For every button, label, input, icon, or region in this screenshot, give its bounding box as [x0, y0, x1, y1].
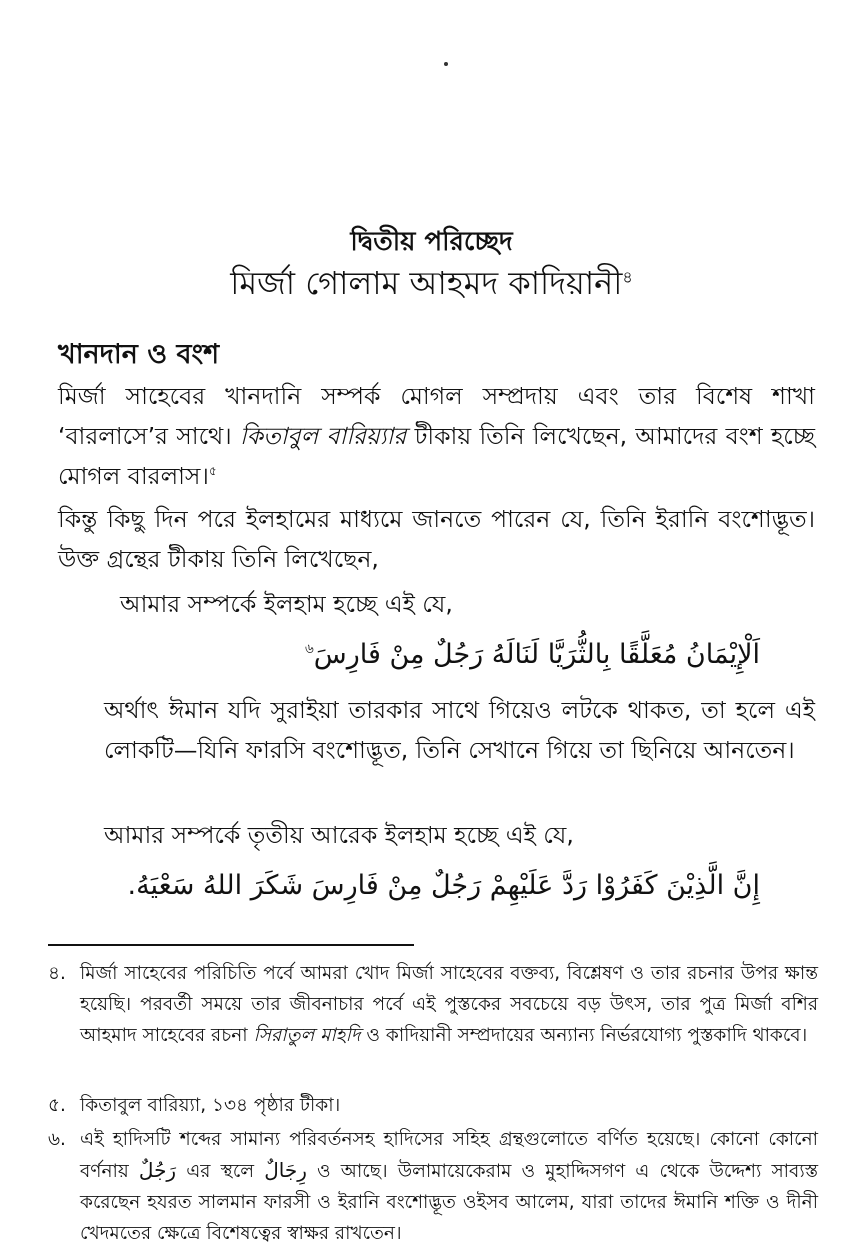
chapter-title: [0, 262, 863, 304]
footnote-ref-5: ৫: [208, 464, 217, 479]
arabic-word: رِجَالٌ: [264, 1158, 307, 1182]
print-speck: [444, 62, 448, 66]
quote-intro-2: আমার সম্পর্কে তৃতীয় আরেক ইলহাম হচ্ছে এই যে,: [104, 821, 574, 849]
arabic-quote-1: [200, 633, 760, 677]
footnote-text-part: এই হাদিসটি শব্দের সামান্য পরিবর্তনসহ হাদিসের সহিহ গ্রন্থগুলোতে বর্ণিত হয়েছে। কোনো কোনো বর্ণনায়: [80, 1129, 818, 1182]
arabic-word: رَجُلٌ: [138, 1158, 177, 1182]
book-title: সিরাতুল মাহদি: [253, 1025, 361, 1046]
footnote-text: কিতাবুল বারিয়্যা, ১৩৪ পৃষ্ঠার টীকা।: [80, 1095, 341, 1116]
footnote-divider: [48, 944, 414, 946]
section-heading: খানদান ও বংশ: [58, 339, 220, 370]
chapter-label: দ্বিতীয় পরিচ্ছেদ: [350, 227, 513, 257]
book-title: কিতাবুল বারিয়্যার: [239, 422, 407, 450]
quote-intro-1: আমার সম্পর্কে ইলহাম হচ্ছে এই যে,: [120, 590, 453, 618]
footnote-text: [80, 1124, 818, 1249]
footnote-ref-4: ৪: [622, 267, 633, 287]
footnote-5: [48, 1090, 818, 1121]
footnote-6: [48, 1124, 818, 1249]
paragraph-lineage: [58, 376, 815, 496]
footnote-text-part: ও আছে। উলামায়েকেরাম ও মুহাদ্দিসগণ এ থেকে উদ্দেশ্য সাব্যস্ত করেছেন হযরত সালমান ফারসী ও ইরানি বংশোদ্ভূত ওইসব আলেম, যারা তাদের ঈমানি শক্তি ও দীনী খেদমতের ক্ষেত্রে বিশেষত্বের স্বাক্ষর রাখতেন।: [80, 1161, 819, 1244]
paragraph-text: টীকায় তিনি লিখেছেন, আমাদের বংশ হচ্ছে মোগল বারলাস।: [58, 422, 815, 490]
footnote-4: [48, 958, 818, 1051]
footnote-number: ৪.: [48, 963, 66, 984]
paragraph-ilham: কিন্তু কিছু দিন পরে ইলহামের মাধ্যমে জানতে পারেন যে, তিনি ইরানি বংশোদ্ভূত। উক্ত গ্রন্থের টীকায় তিনি লিখেছেন,: [58, 505, 815, 573]
footnote-text-part: ও কাদিয়ানী সম্প্রদায়ের অন্যান্য নির্ভরযোগ্য পুস্তকাদি থাকবে।: [360, 1025, 808, 1046]
footnote-ref-6: ৬: [304, 641, 314, 657]
arabic-text: اَلْإِيْمَانُ مُعَلَّقًا بِالثُّرَيَّا لَنَالَهُ رَجُلٌ مِنْ فَارِسَ: [313, 639, 760, 670]
chapter-title-text: মির্জা গোলাম আহমদ কাদিয়ানী: [230, 264, 623, 302]
footnote-number: ৬.: [48, 1129, 66, 1150]
footnote-text-part: এর স্থলে: [176, 1161, 265, 1182]
quote-translation: অর্থাৎ ঈমান যদি সুরাইয়া তারকার সাথে গিয়েও লটকে থাকত, তা হলে এই লোকটি—যিনি ফারসি বংশোদ্ভূত, তিনি সেখানে গিয়ে তা ছিনিয়ে আনতেন।: [104, 696, 815, 764]
arabic-quote-2: إِنَّ الَّذِيْنَ كَفَرُوْا رَدَّ عَلَيْهِمْ رَجُلٌ مِنْ فَارِسَ شَكَرَ اللهُ سَعْيَهُ.: [127, 870, 760, 901]
paragraph-text: মির্জা সাহেবের খানদানি সম্পর্ক মোগল সম্প্রদায় এবং তার বিশেষ শাখা ‘বারলাসে’র সাথে।: [58, 382, 815, 450]
footnote-number: ৫.: [48, 1095, 66, 1116]
footnote-text-part: মির্জা সাহেবের পরিচিতি পর্বে আমরা খোদ মির্জা সাহেবের বক্তব্য, বিশ্লেষণ ও তার রচনার উপর ক্ষান্ত হয়েছি। পরবর্তী সময়ে তার জীবনাচার পর্বে এই পুস্তকের সবচেয়ে বড় উৎস, তার পুত্র মির্জা বশির আহমাদ সাহেবের রচনা: [80, 963, 818, 1046]
footnote-text: [80, 958, 818, 1051]
